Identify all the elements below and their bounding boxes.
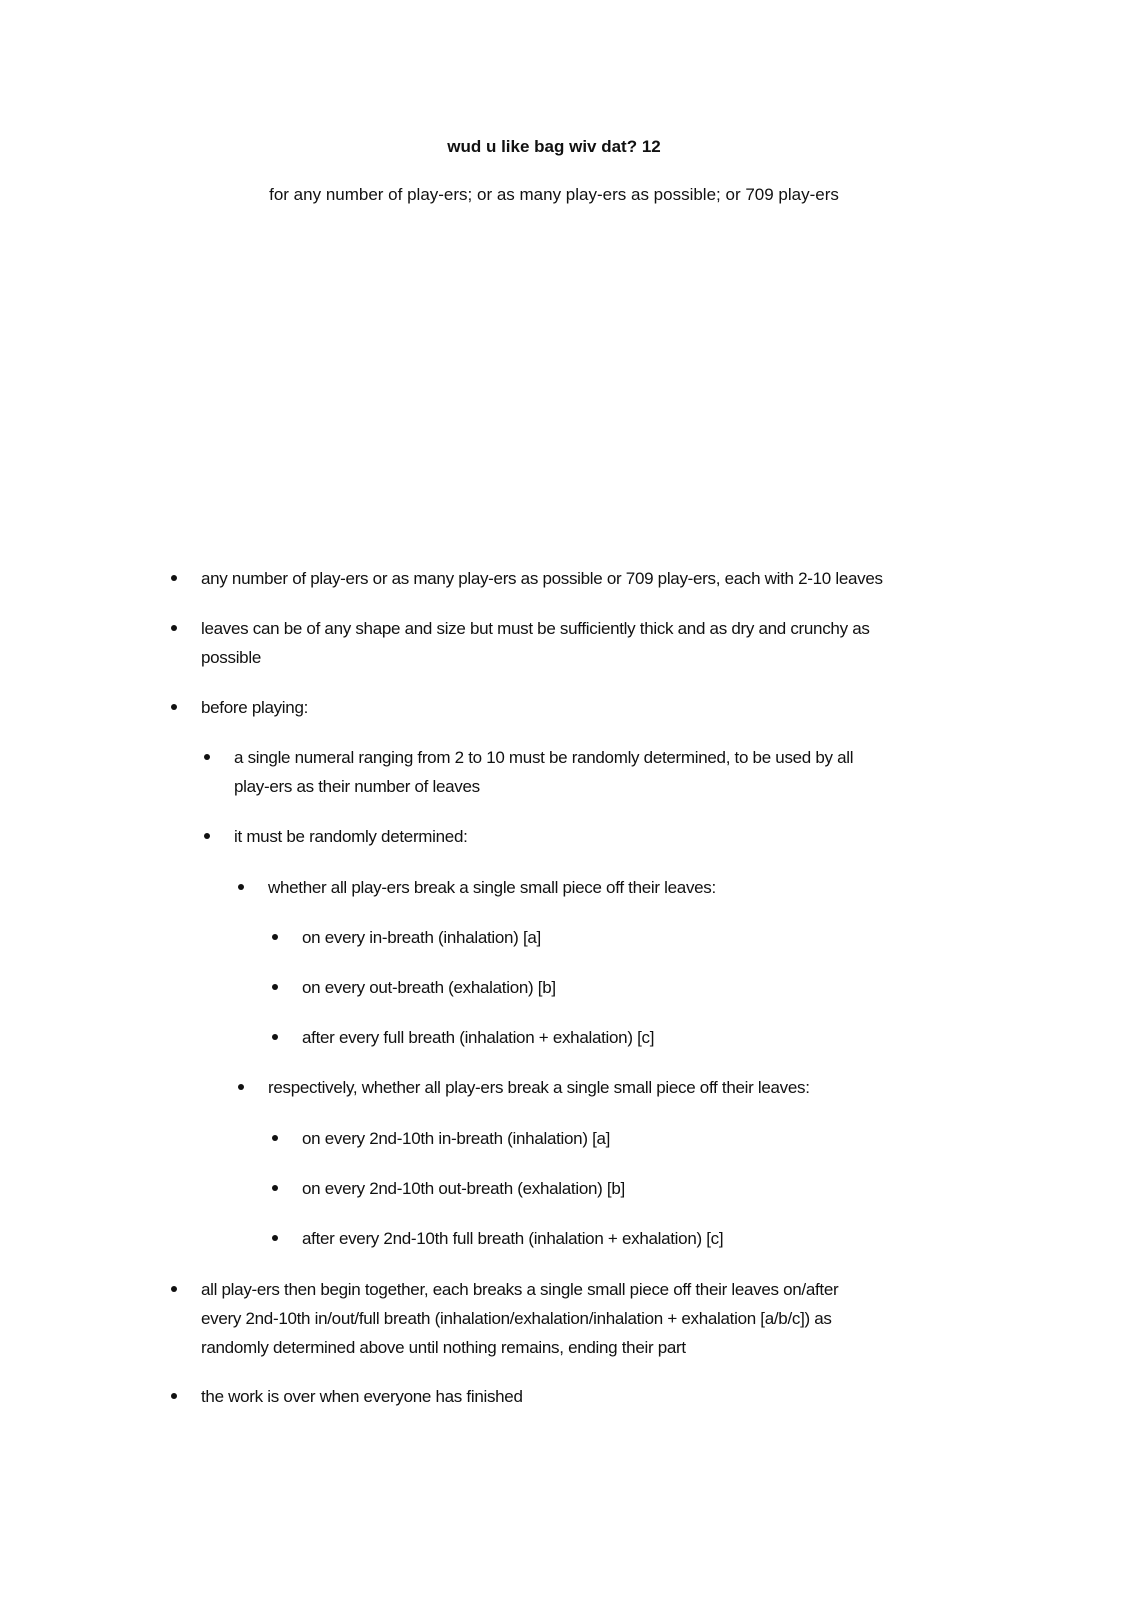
bullet-icon bbox=[272, 1034, 278, 1040]
bullet-icon bbox=[204, 833, 210, 839]
list-item-line: all play-ers then begin together, each breaks a single small piece off their leaves on/after bbox=[201, 1280, 839, 1299]
list-item-line: on every 2nd-10th in-breath (inhalation) [a] bbox=[302, 1129, 611, 1148]
list-item-line: respectively, whether all play-ers break a single small piece off their leaves: bbox=[268, 1078, 810, 1097]
list-item-line: on every 2nd-10th out-breath (exhalation) [b] bbox=[302, 1179, 625, 1198]
bullet-icon bbox=[204, 754, 210, 760]
bullet-icon bbox=[272, 1235, 278, 1241]
bullet-icon bbox=[238, 884, 244, 890]
list-item bbox=[201, 614, 870, 672]
list-item-line: on every out-breath (exhalation) [b] bbox=[302, 978, 556, 997]
bullet-icon bbox=[272, 1135, 278, 1141]
list-item-line: the work is over when everyone has finished bbox=[201, 1387, 523, 1406]
list-item-line: on every in-breath (inhalation) [a] bbox=[302, 928, 541, 947]
list-item bbox=[302, 1224, 723, 1253]
bullet-icon bbox=[171, 625, 177, 631]
list-item-line: every 2nd-10th in/out/full breath (inhalation/exhalation/inhalation + exhalation [a/b/c]) as bbox=[201, 1309, 832, 1328]
list-item bbox=[201, 1382, 523, 1411]
list-item-line: any number of play-ers or as many play-ers as possible or 709 play-ers, each with 2-10 leaves bbox=[201, 569, 883, 588]
list-item bbox=[268, 1073, 810, 1102]
list-item bbox=[201, 564, 883, 593]
document-title: wud u like bag wiv dat? 12 bbox=[447, 137, 661, 156]
list-item-line: leaves can be of any shape and size but must be sufficiently thick and as dry and crunchy as bbox=[201, 619, 870, 638]
list-item bbox=[201, 1275, 838, 1362]
bullet-icon bbox=[272, 934, 278, 940]
list-item bbox=[302, 1124, 610, 1153]
list-item-line: after every 2nd-10th full breath (inhalation + exhalation) [c] bbox=[302, 1229, 724, 1248]
bullet-icon bbox=[272, 984, 278, 990]
list-item bbox=[268, 873, 716, 902]
list-item bbox=[302, 923, 541, 952]
list-item-line: it must be randomly determined: bbox=[234, 827, 468, 846]
bullet-icon bbox=[171, 575, 177, 581]
list-item-line: after every full breath (inhalation + exhalation) [c] bbox=[302, 1028, 655, 1047]
bullet-icon bbox=[238, 1084, 244, 1090]
list-item-line: play-ers as their number of leaves bbox=[234, 777, 480, 796]
list-item bbox=[234, 822, 468, 851]
list-item-line: a single numeral ranging from 2 to 10 must be randomly determined, to be used by all bbox=[234, 748, 854, 767]
document-subtitle: for any number of play-ers; or as many play-ers as possible; or 709 play-ers bbox=[269, 185, 839, 204]
bullet-icon bbox=[171, 1286, 177, 1292]
list-item bbox=[234, 743, 853, 801]
list-item bbox=[302, 973, 556, 1002]
list-item bbox=[302, 1174, 625, 1203]
bullet-icon bbox=[171, 1393, 177, 1399]
bullet-icon bbox=[272, 1185, 278, 1191]
list-item-line: randomly determined above until nothing remains, ending their part bbox=[201, 1338, 686, 1357]
bullet-icon bbox=[171, 704, 177, 710]
list-item-line: whether all play-ers break a single small piece off their leaves: bbox=[268, 878, 716, 897]
list-item-line: possible bbox=[201, 648, 261, 667]
list-item bbox=[201, 693, 308, 722]
list-item-line: before playing: bbox=[201, 698, 309, 717]
list-item bbox=[302, 1023, 654, 1052]
